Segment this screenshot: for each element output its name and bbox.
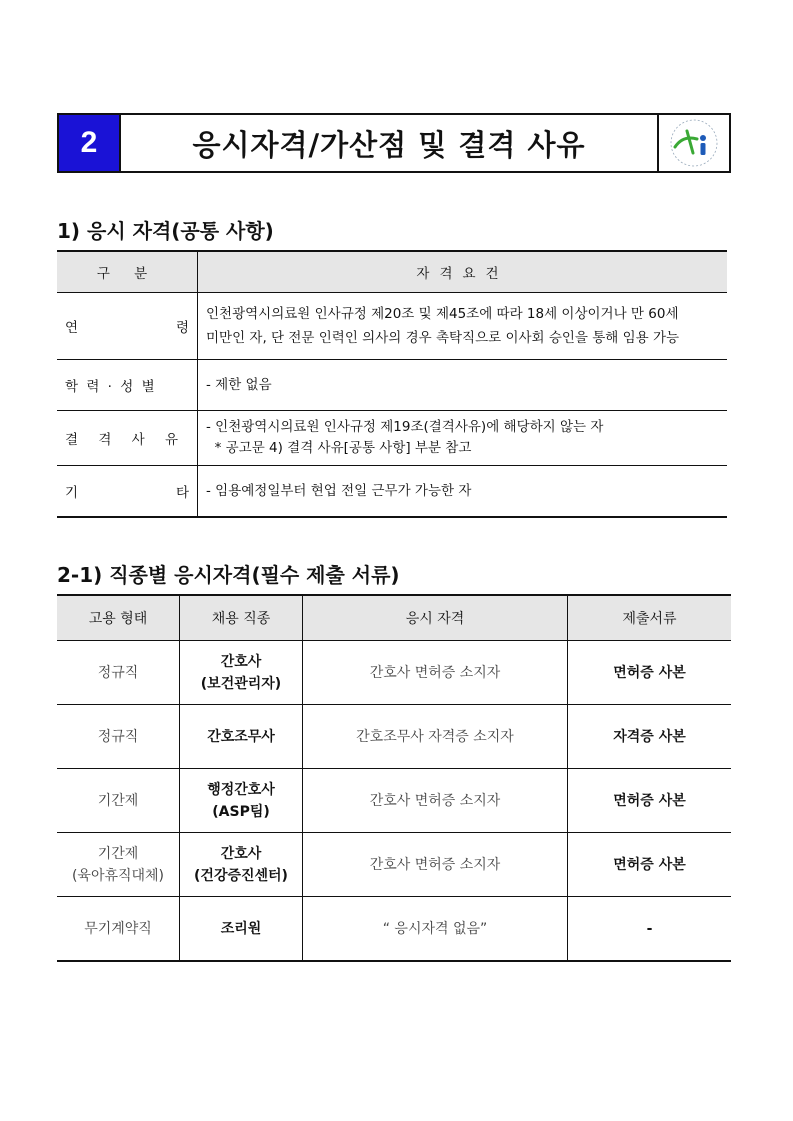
cell-documents: 자격증 사본: [568, 705, 732, 769]
table-row: [57, 641, 731, 705]
table-row: [57, 897, 731, 962]
section1-title: 1) 응시 자격(공통 사항): [57, 219, 274, 243]
row-label-other: 기 타: [65, 485, 189, 501]
table-row: [57, 411, 727, 466]
table-row: [57, 293, 727, 360]
cell-employment-type: 정규직: [57, 641, 180, 705]
cell-qualification: 간호사 면허증 소지자: [303, 641, 568, 705]
cell-job-type: 행정간호사 (ASP팀): [180, 769, 303, 833]
cell-documents: 면허증 사본: [568, 833, 732, 897]
cell-documents: 면허증 사본: [568, 769, 732, 833]
cell-documents: -: [568, 897, 732, 962]
table-row: [57, 705, 731, 769]
row-value-education: - 제한 없음: [198, 360, 728, 411]
section-banner: [57, 113, 731, 173]
banner-title: 응시자격/가산점 및 결격 사유: [192, 127, 586, 162]
cell-qualification: 간호사 면허증 소지자: [303, 769, 568, 833]
row-label-age: 연 령: [65, 320, 189, 336]
cell-employment-type: 정규직: [57, 705, 180, 769]
cell-qualification: 간호조무사 자격증 소지자: [303, 705, 568, 769]
header-qualification: 응시 자격: [303, 595, 568, 641]
cell-employment-type: 기간제 (육아휴직대체): [57, 833, 180, 897]
cell-job-type: 간호사 (건강증진센터): [180, 833, 303, 897]
cell-employment-type: 기간제: [57, 769, 180, 833]
cell-job-type: 간호사 (보건관리자): [180, 641, 303, 705]
table-row: [57, 833, 731, 897]
table-header-row: [57, 251, 727, 293]
cell-documents: 면허증 사본: [568, 641, 732, 705]
hospital-logo-icon: [657, 115, 729, 171]
common-requirements-table: [57, 250, 727, 518]
row-value-disqualification: - 인천광역시의료원 인사규정 제19조(결격사유)에 해당하지 않는 자 * 공고문 4) 결격 사유[공통 사항] 부분 참고: [198, 411, 728, 466]
banner-number: 2: [59, 115, 121, 171]
table-header-row: [57, 595, 731, 641]
cell-qualification: 간호사 면허증 소지자: [303, 833, 568, 897]
row-label-disqualification: 결 격 사 유: [57, 411, 198, 466]
row-value-age: 인천광역시의료원 인사규정 제20조 및 제45조에 따라 18세 이상이거나 만 60세 미만인 자, 단 전문 인력인 의사의 경우 촉탁직으로 이사회 승인을 통해 임용 가능: [198, 293, 728, 360]
cell-job-type: 간호조무사: [180, 705, 303, 769]
cell-job-type: 조리원: [180, 897, 303, 962]
cell-employment-type: 무기계약직: [57, 897, 180, 962]
section2-title: 2-1) 직종별 응시자격(필수 제출 서류): [57, 563, 400, 587]
table-row: [57, 769, 731, 833]
header-category: 구 분: [57, 251, 198, 293]
header-requirements: 자격요건: [198, 251, 728, 293]
table-row: [57, 466, 727, 518]
cell-qualification: “ 응시자격 없음”: [303, 897, 568, 962]
table-row: [57, 360, 727, 411]
header-documents: 제출서류: [568, 595, 732, 641]
row-value-other: - 임용예정일부터 현업 전일 근무가 가능한 자: [198, 466, 728, 518]
row-label-education: 학 력 · 성 별: [57, 360, 198, 411]
header-employment-type: 고용 형태: [57, 595, 180, 641]
job-requirements-table: [57, 594, 731, 962]
header-job-type: 채용 직종: [180, 595, 303, 641]
